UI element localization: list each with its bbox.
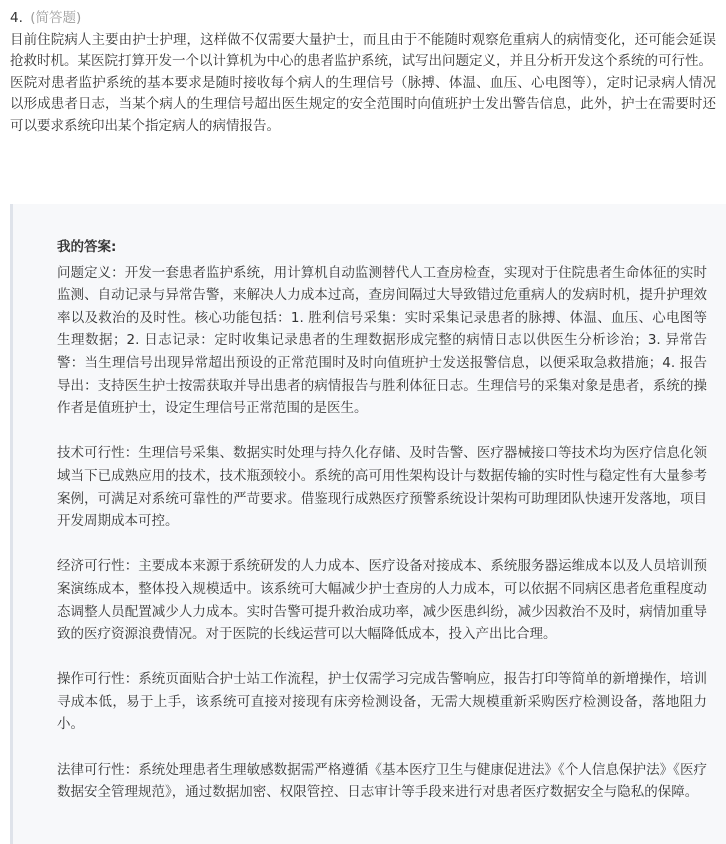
answer-content xyxy=(57,236,707,826)
answer-technical-feasibility: 技术可行性：生理信号采集、数据实时处理与持久化存储、及时告警、医疗器械接口等技术均为医疗信息化领域当下已成熟应用的技术，技术瓶颈较小。系统的高可用性架构设计与数据传输的实时性与稳定性有大量参考案例，可满足对系统可靠性的严苛要求。借鉴现行成熟医疗预警系统设计架构可助理团队快速开发落地，项目开发周期成本可控。 xyxy=(57,445,707,530)
answer-economic-feasibility: 经济可行性：主要成本来源于系统研发的人力成本、医疗设备对接成本、系统服务器运维成本以及人员培训预案演练成本，整体投入规模适中。该系统可大幅减少护士查房的人力成本，可以依据不同病区患者危重程度动态调整人员配置减少人力成本。实时告警可提升救治成功率，减少医患纠纷，减少因救治不及时，病情加重导致的医疗资源浪费情况。对于医院的长线运营可以大幅降低成本，投入产出比合理。 xyxy=(57,558,707,643)
answer-operational-feasibility: 操作可行性：系统页面贴合护士站工作流程，护士仅需学习完成告警响应，报告打印等简单的新增操作，培训寻成本低，易于上手，该系统可直接对接现有床旁检测设备，无需大规模重新采购医疗检测设备，落地阻力小。 xyxy=(57,671,707,733)
answer-problem-definition: 问题定义：开发一套患者监护系统，用计算机自动监测替代人工查房检查，实现对于住院患者生命体征的实时监测、自动记录与异常告警，来解决人力成本过高，查房间隔过大导致错过危重病人的发病时机，提升护理效率以及救治的及时性。核心功能包括：1. 胜利信号采集：实时采集记录患者的脉搏、体温、血压、心电图等生理数据；2. 日志记录：定时收集记录患者的生理数据形成完整的病情日志以供医生分析诊治；3. 异常告警：当生理信号出现异常超出预设的正常范围时及时向值班护士发送报警信息，以便采取急救措施；4. 报告导出：支持医生护士按需获取并导出患者的病情报告与胜利体征日志。生理信号的采集对象是患者，系统的操作者是值班护士，设定生理信号正常范围的是医生。 xyxy=(57,264,707,417)
answer-legal-feasibility: 法律可行性：系统处理患者生理敏感数据需严格遵循《基本医疗卫生与健康促进法》《个人信息保护法》《医疗数据安全管理规范》，通过数据加密、权限管控、日志审计等手段来进行对患者医疗数据安全与隐私的保障。 xyxy=(57,761,707,801)
question-requirements: 医院对患者监护系统的基本要求是随时接收每个病人的生理信号（脉搏、体温、血压、心电图等），定时记录病人情况以形成患者日志，当某个病人的生理信号超出医生规定的安全范围时向值班护士发出警告信息，此外，护士在需要时还可以要求系统印出某个指定病人的病情报告。 xyxy=(10,74,716,134)
answer-panel xyxy=(10,204,726,844)
question-header xyxy=(10,8,716,30)
question-text: 目前住院病人主要由护士护理，这样做不仅需要大量护士，而且由于不能随时观察危重病人的病情变化，还可能会延误抢救时机。某医院打算开发一个以计算机为中心的患者监护系统，试写出问题定义，并且分析开发这个系统的可行性。 xyxy=(10,31,716,69)
question-block xyxy=(10,8,716,137)
question-type: (简答题) xyxy=(30,10,82,26)
answer-label: 我的答案: xyxy=(57,239,117,255)
question-number: 4. xyxy=(10,10,23,26)
